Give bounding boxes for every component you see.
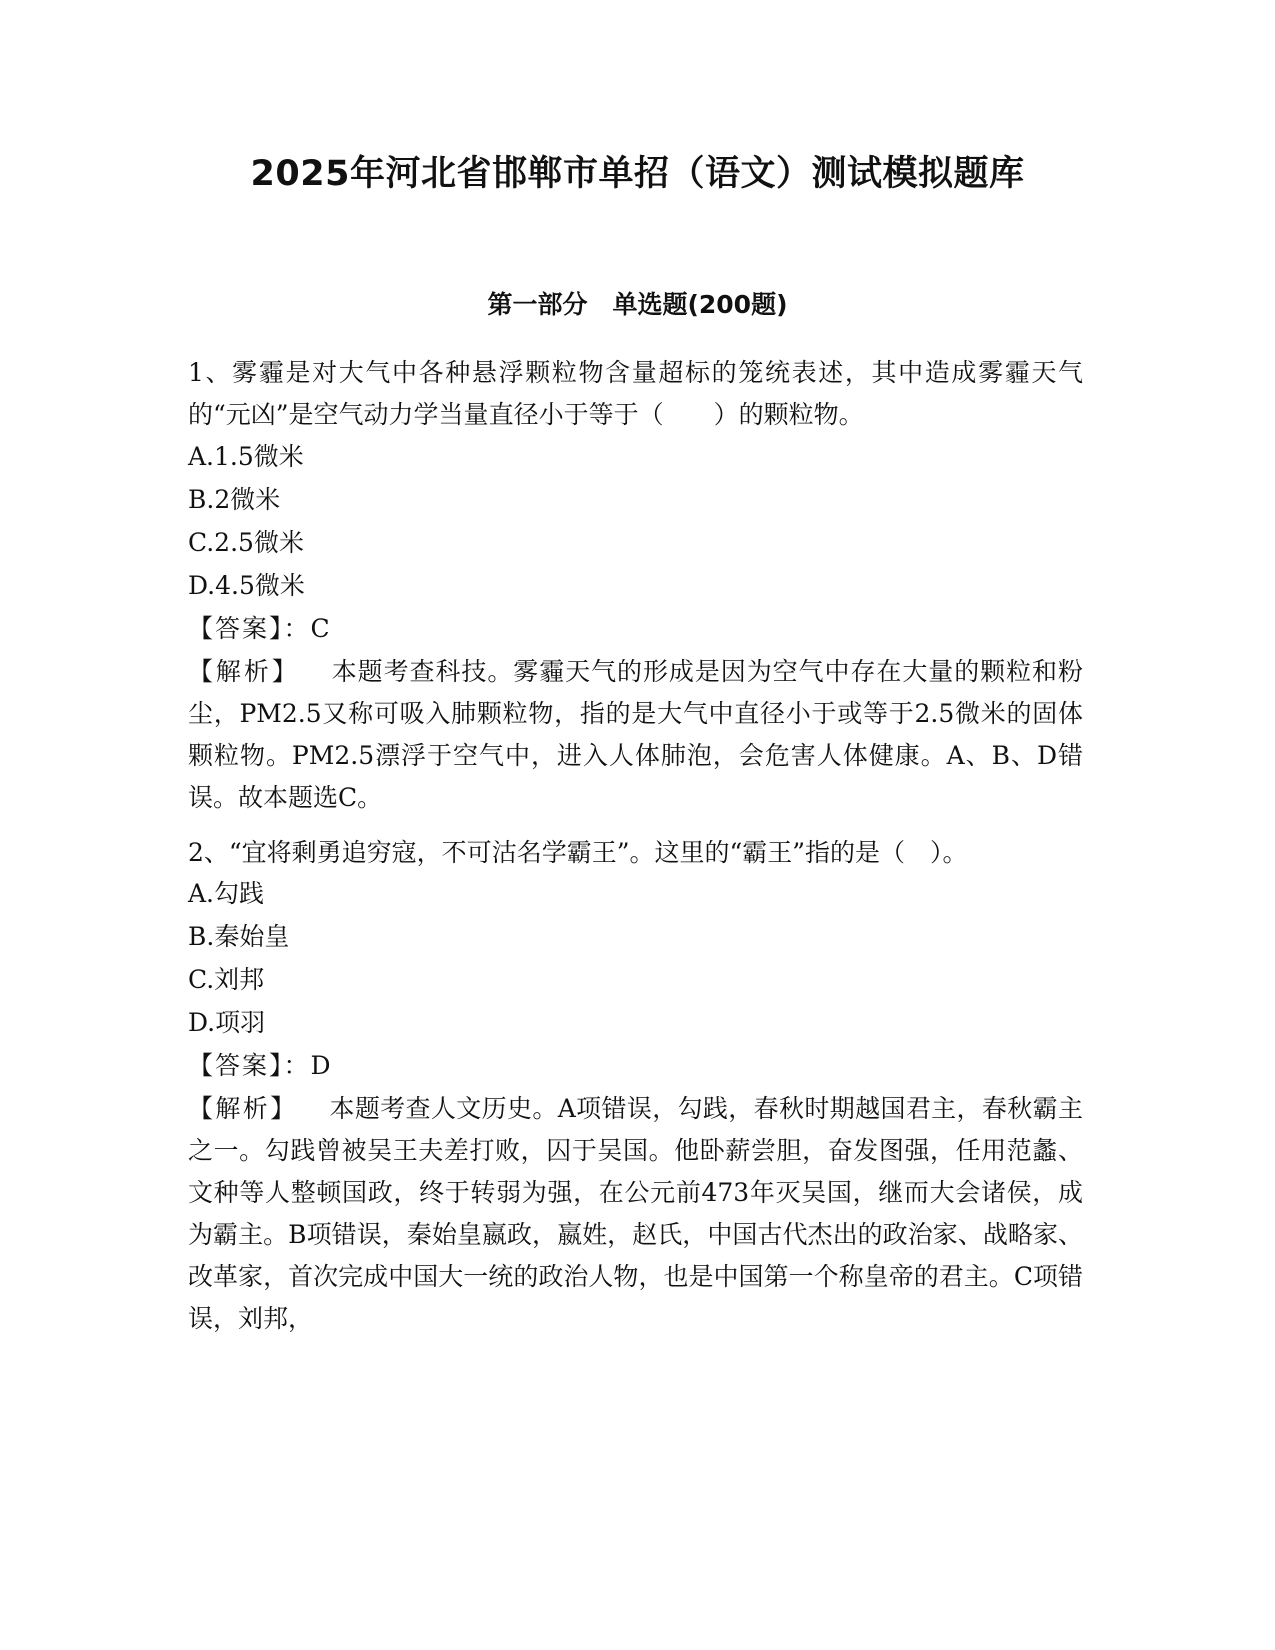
- question-item: [188, 352, 1083, 819]
- option-a: A.1.5微米: [188, 442, 304, 471]
- question-stem: 2、“宜将剩勇追穷寇，不可沽名学霸王”。这里的“霸王”指的是（ ）。: [188, 838, 968, 867]
- option-d: D.4.5微米: [188, 571, 305, 600]
- answer-value: D: [310, 1051, 331, 1080]
- document-title: 2025年河北省邯郸市单招（语文）测试模拟题库: [250, 154, 1025, 194]
- answer-line: [188, 1045, 1083, 1088]
- analysis-text: 本题考查人文历史。A项错误，勾践，春秋时期越国君主，春秋霸主之一。勾践曾被吴王夫差打败，囚于吴国。他卧薪尝胆，奋发图强，任用范蠡、文种等人整顿国政，终于转弱为强，在公元前473年灭吴国，继而大会诸侯，成为霸主。B项错误，秦始皇嬴政，嬴姓，赵氏，中国古代杰出的政治家、战略家、改革家，首次完成中国大一统的政治人物，也是中国第一个称皇帝的君主。C项错误，刘邦，: [188, 1094, 1083, 1333]
- option-c: C.2.5微米: [188, 528, 304, 557]
- answer-line: [188, 608, 1083, 651]
- answer-label: 【答案】：: [188, 614, 311, 643]
- analysis-block: [188, 651, 1083, 819]
- answer-value: C: [310, 614, 330, 643]
- question-list: [188, 352, 1083, 1354]
- analysis-text: 本题考查科技。雾霾天气的形成是因为空气中存在大量的颗粒和粉尘，PM2.5又称可吸入肺颗粒物，指的是大气中直径小于或等于2.5微米的固体颗粒物。PM2.5漂浮于空气中，进入人体肺泡，会危害人体健康。A、B、D错误。故本题选C。: [188, 657, 1083, 812]
- option-d: D.项羽: [188, 1008, 266, 1037]
- option-b: B.秦始皇: [188, 922, 290, 951]
- question-item: [188, 833, 1083, 1340]
- analysis-label: 【解析】: [188, 1094, 298, 1123]
- analysis-block: [188, 1088, 1083, 1340]
- option-b: B.2微米: [188, 485, 281, 514]
- question-stem: 1、雾霾是对大气中各种悬浮颗粒物含量超标的笼统表述，其中造成雾霾天气的“元凶”是空气动力学当量直径小于等于（ ）的颗粒物。: [188, 358, 1083, 429]
- option-a: A.勾践: [188, 879, 265, 908]
- section-title: 第一部分 单选题(200题): [487, 290, 788, 319]
- answer-label: 【答案】：: [188, 1051, 311, 1080]
- option-c: C.刘邦: [188, 965, 265, 994]
- analysis-label: 【解析】: [188, 657, 300, 686]
